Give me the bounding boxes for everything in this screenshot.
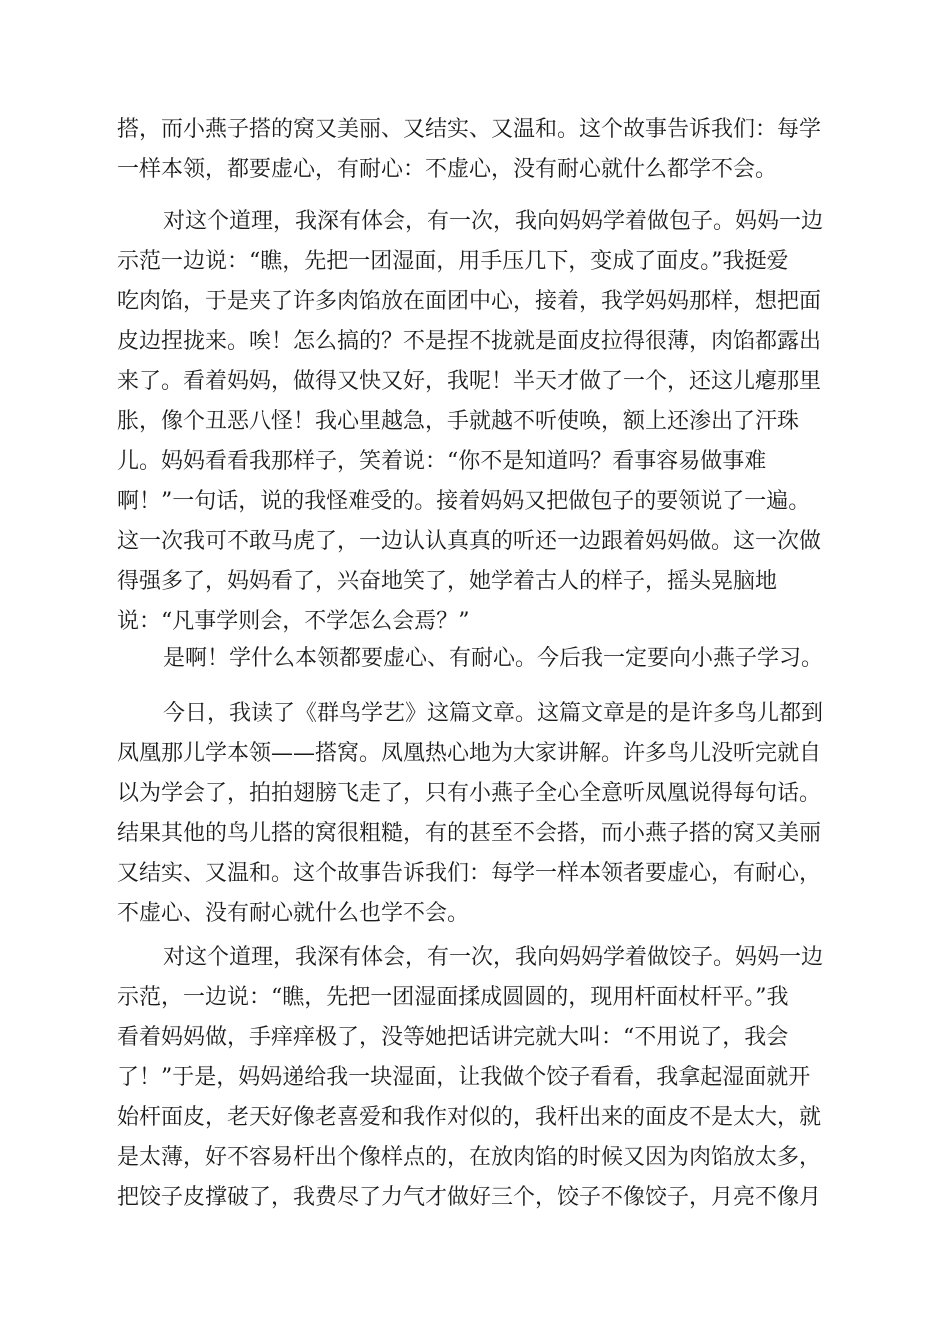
text-line: 儿。妈妈看看我那样子，笑着说：“你不是知道吗？看事容易做事难 bbox=[117, 449, 767, 474]
text-line: 搭，而小燕子搭的窝又美丽、又结实、又温和。这个故事告诉我们：每学 bbox=[117, 117, 822, 142]
text-line: 说：“凡事学则会，不学怎么会焉？” bbox=[117, 609, 470, 634]
text-line: 又结实、又温和。这个故事告诉我们：每学一样本领者要虚心，有耐心， bbox=[117, 861, 822, 886]
text-line: 看着妈妈做，手痒痒极了，没等她把话讲完就大叫：“不用说了，我会 bbox=[117, 1025, 789, 1050]
text-line: 把饺子皮撑破了，我费尽了力气才做好三个，饺子不像饺子，月亮不像月 bbox=[117, 1185, 822, 1210]
text-line: 示范一边说：“瞧，先把一团湿面，用手压几下，变成了面皮。”我挺爱 bbox=[117, 249, 789, 274]
text-line: 对这个道理，我深有体会，有一次，我向妈妈学着做包子。妈妈一边 bbox=[163, 209, 824, 234]
text-line: 以为学会了，拍拍翅膀飞走了，只有小燕子全心全意听凤凰说得每句话。 bbox=[117, 781, 822, 806]
text-line: 始杆面皮，老天好像老喜爱和我作对似的，我杆出来的面皮不是太大，就 bbox=[117, 1105, 822, 1130]
text-line: 了！”于是，妈妈递给我一块湿面，让我做个饺子看看，我拿起湿面就开 bbox=[117, 1065, 811, 1090]
text-line: 来了。看着妈妈，做得又快又好，我呢！半天才做了一个，还这儿瘪那里 bbox=[117, 369, 822, 394]
text-line: 对这个道理，我深有体会，有一次，我向妈妈学着做饺子。妈妈一边 bbox=[163, 945, 824, 970]
text-line: 啊！”一句话，说的我怪难受的。接着妈妈又把做包子的要领说了一遍。 bbox=[117, 489, 811, 514]
text-line: 示范，一边说：“瞧，先把一团湿面揉成圆圆的，现用杆面杖杆平。”我 bbox=[117, 985, 789, 1010]
text-line: 胀，像个丑恶八怪！我心里越急，手就越不听使唤，额上还渗出了汗珠 bbox=[117, 409, 800, 434]
text-line: 今日，我读了《群鸟学艺》这篇文章。这篇文章是的是许多鸟儿都到 bbox=[163, 701, 824, 726]
text-line: 这一次我可不敢马虎了，一边认认真真的听还一边跟着妈妈做。这一次做 bbox=[117, 529, 822, 554]
paragraph bbox=[117, 639, 833, 679]
text-line: 是啊！学什么本领都要虚心、有耐心。今后我一定要向小燕子学习。 bbox=[163, 646, 824, 671]
text-line: 凤凰那儿学本领——搭窝。凤凰热心地为大家讲解。许多鸟儿没听完就自 bbox=[117, 741, 822, 766]
text-line: 是太薄，好不容易杆出个像样点的，在放肉馅的时候又因为肉馅放太多， bbox=[117, 1145, 822, 1170]
paragraph bbox=[117, 110, 833, 190]
paragraph bbox=[117, 202, 833, 642]
text-line: 不虚心、没有耐心就什么也学不会。 bbox=[117, 901, 470, 926]
paragraph bbox=[117, 694, 833, 934]
text-line: 皮边捏拢来。唉！怎么搞的？不是捏不拢就是面皮拉得很薄，肉馅都露出 bbox=[117, 329, 822, 354]
text-line: 一样本领，都要虚心，有耐心：不虚心，没有耐心就什么都学不会。 bbox=[117, 157, 778, 182]
text-line: 结果其他的鸟儿搭的窝很粗糙，有的甚至不会搭，而小燕子搭的窝又美丽 bbox=[117, 821, 822, 846]
text-line: 吃肉馅，于是夹了许多肉馅放在面团中心，接着，我学妈妈那样，想把面 bbox=[117, 289, 822, 314]
text-line: 得强多了，妈妈看了，兴奋地笑了，她学着古人的样子，摇头晃脑地 bbox=[117, 569, 778, 594]
paragraph bbox=[117, 938, 833, 1218]
